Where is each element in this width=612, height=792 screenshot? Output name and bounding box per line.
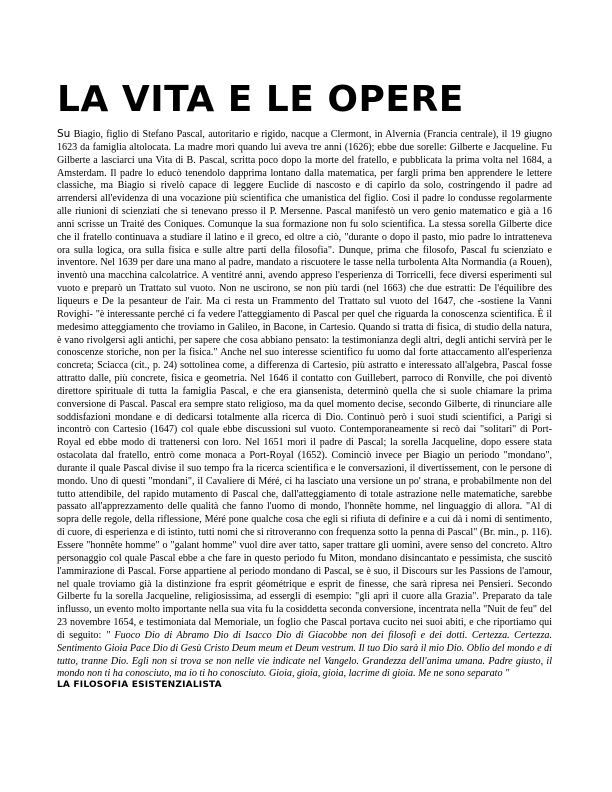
memoriale-quote: " Fuoco Dio di Abramo Dio di Isacco Dio di Giacobbe non dei filosofi e dei dotti. Certezza. Certezza. Sentimento Gioia Pace Dio di Gesù Cristo Deum meum et Deum vestrum. Il tuo Dio sarà il mio Dio. Oblio del mondo e di tutto, tranne Dio. Egli non si trova se non nelle vie indicate nel Vangelo. Grandezza dell'anima umana. Padre giusto, il mondo non ti ha conosciuto, ma io ti ho conosciuto. Gioia, gioia, gioia, lacrime di gioia. Me ne sono separato " [57, 629, 552, 680]
section-heading: LA FILOSOFIA ESISTENZIALISTA [57, 680, 222, 690]
body-first-word: Su [57, 128, 71, 140]
page-title: LA VITA E LE OPERE [57, 79, 464, 120]
body-paragraph [57, 128, 552, 681]
body-text: Biagio, figlio di Stefano Pascal, autoritario e rigido, nacque a Clermont, in Alvernia (Francia centrale), il 19 giugno 1623 da famiglia altolocata. La madre morì quando lui aveva tre anni (1626); ebbe due sorelle: Gilberte e Jacqueline. Fu Gilberte a lasciarci una Vita di B. Pascal, scritta poco dopo la morte del fratello, e pubblicata la prima volta nel 1684, a Amsterdam. Il padre lo educò tenendolo dapprima lontano dalla matematica, per fargli prima ben apprendere le lettere classiche, ma Biagio si rivelò capace di leggere Euclide di nascosto e di capirlo da solo, costringendo il padre ad arrendersi all'evidenza di una vocazione più scientifica che umanistica del figlio. Così il padre lo condusse regolarmente alle riunioni di scienziati che si tenevano presso il P. Mersenne. Pascal manifestò un vero genio matematico e già a 16 anni scrisse un Traité des Coniques. Comunque la sua formazione non fu solo scientifica. La stessa sorella Gilberte dice che il fratello continuava a studiare il latino e il greco, ed oltre a ciò, "durante o dopo il pasto, mio padre lo intratteneva ora sulla logica, ora sulla fisica e sulle altre parti della filosofia". Dunque, prima che filosofo, Pascal fu scienziato e inventore. Nel 1639 per dare una mano al padre, mandato a riscuotere le tasse nella turbolenta Alta Normandia (a Rouen), inventò una macchina calcolatrice. A ventitré anni, avendo appreso l'esperienza di Torricelli, fece diversi esperimenti sul vuoto e preparò un Trattato sul vuoto. Non ne uscirono, se non più tardi (nel 1663) che due estratti: De l'équilibre des liqueurs e De la pesanteur de l'air. Ma ci resta un Frammento del Trattato sul vuoto del 1647, che -sostiene la Vanni Rovighi- "è interessante perché ci fa vedere l'atteggiamento di Pascal per quel che riguarda la conoscenza scientifica. È il medesimo atteggiamento che troviamo in Galileo, in Bacone, in Cartesio. Quando si tratta di fisica, di studio della natura, è vano rivolgersi agli antichi, per sapere che cosa abbiano pensato: la testimonianza degli altri, degli antichi servirà per le conoscenze storiche, non per la fisica." Anche nel suo interesse scientifico fu uomo dal forte attaccamento all'esperienza concreta; Sciacca (cit., p. 24) sottolinea come, a differenza di Cartesio, più astratto e interessato all'algebra, Pascal fosse attratto dalle, più concrete, fisica e geometria. Nel 1646 il contatto con Guillebert, parroco di Ronville, che poi diventò direttore spirituale di tutta la famiglia Pascal, e che era giansenista, determinò quella che si suole chiamare la prima conversione di Pascal. Pascal era sempre stato religioso, ma da quel momento decise, secondo Gilberte, di rinunciare alle soddisfazioni mondane e di dedicarsi totalmente alla ricerca di Dio. Continuò però i suoi studi scientifici, a Parigi si incontrò con Cartesio (1647) col quale ebbe discussioni sul vuoto. Contemporaneamente si recò dai "solitari" di Port-Royal ed ebbe modo di trattenersi con loro. Nel 1651 morì il padre di Pascal; la sorella Jacqueline, dopo essere stata ostacolata dal fratello, entrò come monaca a Port-Royal (1652). Cominciò invece per Biagio un periodo "mondano", durante il quale Pascal divise il suo tempo fra la ricerca scientifica e le conversazioni, il divertissement, con le persone di mondo. Uno di questi "mondani", il Cavaliere di Méré, ci ha lasciato una versione un po' strana, e probabilmente non del tutto attendibile, del rapido mutamento di Pascal che, dall'atteggiamento di totale astrazione nelle matematiche, sarebbe passato all'apprezzamento delle qualità che fanno l'uomo di mondo, l'honnête homme, nel linguaggio di allora. "Al di sopra delle regole, della riflessione, Méré pone qualche cosa che egli si rifiuta di definire e a cui dà i nomi di sentimento, di cuore, di esperienza e di istinto, tutti nomi che si ritroveranno con frequenza sotto la penna di Pascal" (Br. min., p. 116). Essere "honnête homme" o "galant homme" vuol dire aver tatto, saper trattare gli uomini, avere senso del concreto. Altro personaggio col quale Pascal ebbe a che fare in questo periodo fu Miton, mondano disincantato e pessimista, che suscitò l'ammirazione di Pascal. Forse appartiene al periodo mondano di Pascal, se è suo, il Discours sur les Passions de l'amour, nel quale troviamo già la distinzione fra esprit géométrique e esprit de finesse, che sarà ripresa nei Pensieri. Secondo Gilberte fu la sorella Jacqueline, religiosissima, ad essergli di esempio: "gli aprì il cuore alla Grazia". Preparato da tale influsso, un evento molto importante nella sua vita fu la cosiddetta seconda conversione, incentrata nella "Nuit de feu" del 23 novembre 1654, e testimoniata dal Memoriale, un foglio che Pascal portava cucito nei suoi abiti, e che riportiamo qui di seguito: [57, 129, 552, 641]
